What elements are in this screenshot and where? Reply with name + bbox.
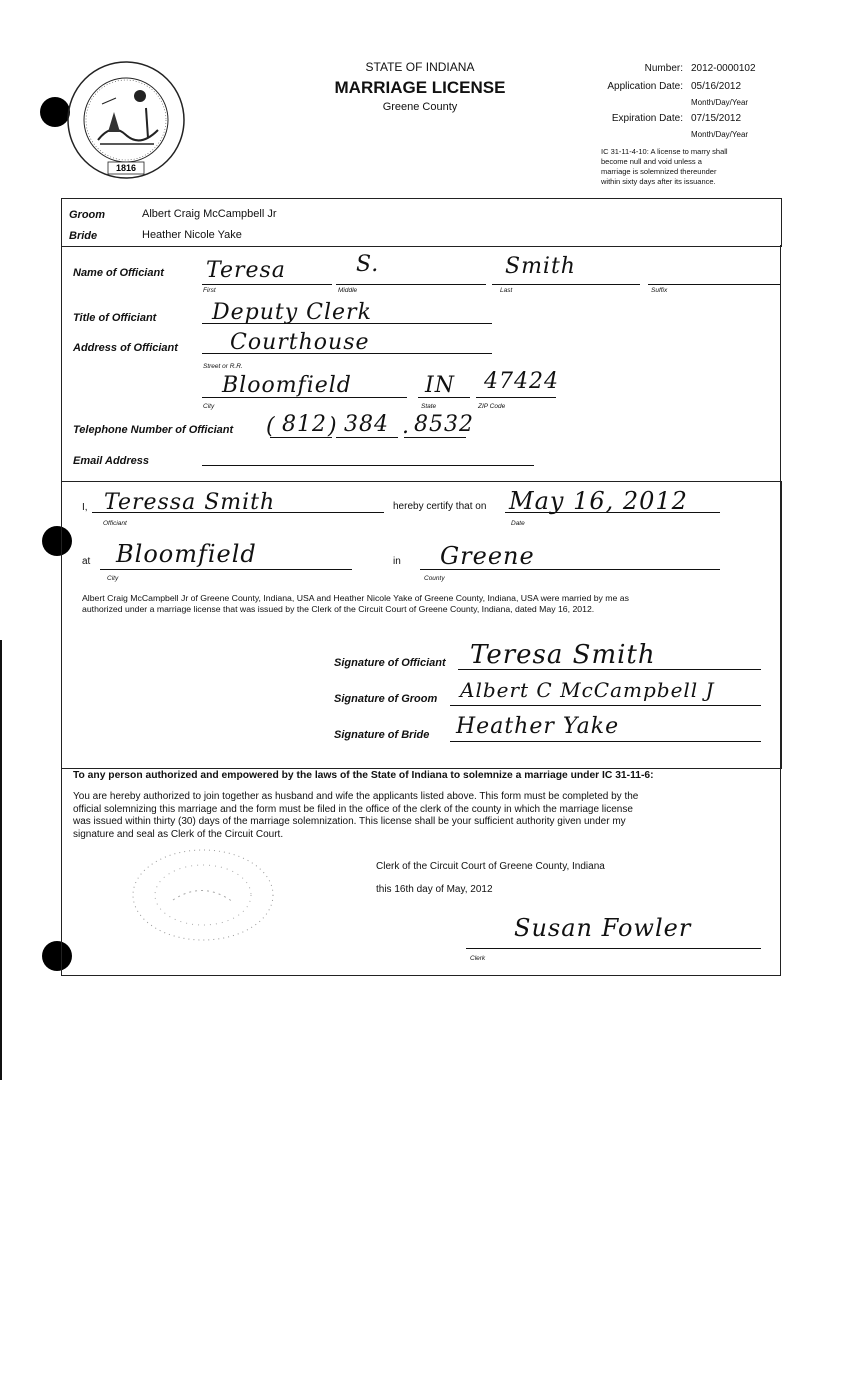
- officiant-middle-name: S.: [356, 252, 380, 277]
- suffix-line: [648, 284, 780, 285]
- scan-edge-mark: [0, 640, 2, 1080]
- phone-area: 812: [282, 412, 327, 437]
- officiant-city: Bloomfield: [222, 373, 352, 398]
- clerk-caption: Clerk: [470, 955, 486, 962]
- officiant-street: Courthouse: [230, 330, 370, 355]
- officiant-last-name: Smith: [505, 254, 576, 279]
- seal-year: 1816: [115, 163, 137, 173]
- phone-close-paren: ): [328, 414, 338, 439]
- certificate-box: [61, 481, 782, 769]
- application-date-label: Application Date:: [607, 81, 683, 92]
- number-label: Number:: [644, 63, 683, 74]
- last-name-line: [492, 284, 640, 285]
- sig-bride-line: [450, 741, 761, 742]
- phone-prefix-line: [336, 437, 398, 438]
- clerk-seal-faint: [118, 840, 288, 950]
- clerk-title: Clerk of the Circuit Court of Greene County, Indiana: [376, 861, 605, 872]
- certificate-officiant-caption: Officiant: [103, 520, 127, 527]
- officiant-title-label: Title of Officiant: [73, 312, 157, 324]
- certificate-officiant: Teressa Smith: [104, 490, 276, 515]
- bride-name: Heather Nicole Yake: [142, 229, 242, 241]
- phone-open-paren: (: [266, 414, 276, 439]
- state-line: [418, 397, 470, 398]
- phone-dot: .: [402, 414, 410, 439]
- clerk-signature-line: [466, 948, 761, 949]
- header-county: Greene County: [382, 101, 458, 113]
- phone-label: Telephone Number of Officiant: [73, 424, 234, 436]
- statute-note: IC 31-11-4-10: A license to marry shall become null and void unless a marriage is solemnized thereunder within sixty days after its issuance.: [601, 147, 728, 186]
- sig-bride-label: Signature of Bride: [334, 729, 430, 741]
- officiant-name-label: Name of Officiant: [73, 267, 164, 279]
- officiant-title: Deputy Clerk: [212, 300, 372, 325]
- zip-caption: ZIP Code: [478, 403, 506, 410]
- marriage-date: May 16, 2012: [509, 487, 688, 515]
- officiant-address-label: Address of Officiant: [73, 342, 178, 354]
- marriage-county-caption: County: [424, 575, 445, 582]
- at-label: at: [82, 556, 91, 567]
- in-label: in: [393, 556, 401, 567]
- form-frame-bottom: [61, 975, 781, 976]
- sig-groom-label: Signature of Groom: [334, 693, 438, 705]
- marriage-city-caption: City: [107, 575, 119, 582]
- expiration-date: 07/15/2012: [691, 113, 742, 124]
- title-line: [202, 323, 492, 324]
- state-caption: State: [421, 403, 437, 410]
- city-line: [202, 397, 407, 398]
- certify-text: hereby certify that on: [393, 501, 487, 512]
- phone-prefix: 384: [344, 412, 389, 437]
- expiration-date-label: Expiration Date:: [611, 113, 683, 124]
- i-label: I,: [82, 502, 88, 513]
- sig-groom: Albert C McCampbell J: [460, 678, 715, 702]
- city-caption: City: [203, 403, 215, 410]
- marriage-county-line: [420, 569, 720, 570]
- marriage-city-line: [100, 569, 352, 570]
- phone-area-line: [270, 437, 332, 438]
- marriage-county: Greene: [440, 542, 535, 570]
- marriage-statement: Albert Craig McCampbell Jr of Greene County, Indiana, USA and Heather Nicole Yake of Greene County, Indiana, USA were married by me as authorized under a marriage license that was issued by the Clerk of the Circuit Court of Greene County, Indiana, dated May 16, 2012.: [82, 593, 629, 614]
- officiant-first-name: Teresa: [206, 258, 286, 283]
- clerk-signature: Susan Fowler: [514, 914, 692, 942]
- issued-text: this 16th day of May, 2012: [376, 884, 493, 895]
- expiration-date-format: Month/Day/Year: [691, 130, 749, 139]
- phone-number-line: [404, 437, 466, 438]
- sig-officiant-label: Signature of Officiant: [334, 657, 446, 669]
- middle-name-line: [336, 284, 486, 285]
- first-name-line: [202, 284, 332, 285]
- suffix-caption: Suffix: [651, 287, 668, 294]
- first-caption: First: [203, 287, 216, 294]
- sig-officiant-line: [458, 669, 761, 670]
- sig-bride: Heather Yake: [456, 714, 620, 739]
- page-title: MARRIAGE LICENSE: [334, 78, 506, 97]
- application-date-format: Month/Day/Year: [691, 98, 749, 107]
- punch-hole-bottom: [42, 941, 72, 971]
- header-state: STATE OF INDIANA: [365, 60, 475, 74]
- groom-label: Groom: [69, 209, 106, 221]
- marriage-city: Bloomfield: [116, 540, 257, 568]
- last-caption: Last: [500, 287, 513, 294]
- marriage-date-caption: Date: [511, 520, 525, 527]
- email-line: [202, 465, 534, 466]
- license-number: 2012-0000102: [691, 63, 756, 74]
- street-line: [202, 353, 492, 354]
- groom-name: Albert Craig McCampbell Jr: [142, 208, 277, 220]
- sig-groom-line: [450, 705, 761, 706]
- authorization-body: You are hereby authorized to join together as husband and wife the applicants listed above. This form must be completed by the official solemnizing this marriage and the form must be filed in the office of the clerk of the county in which the marriage license was issued within thirty (30) days of the marriage solemnization. This license shall be your sufficient authority given under my signature and seal as Clerk of the Circuit Court.: [73, 791, 639, 840]
- certificate-officiant-line: [92, 512, 384, 513]
- phone-line: 8532: [414, 412, 474, 437]
- authorization-heading: To any person authorized and empowered by the laws of the State of Indiana to solemnize a marriage under IC 31-11-6:: [73, 770, 654, 781]
- bride-label: Bride: [69, 230, 98, 242]
- state-seal: [62, 60, 190, 182]
- application-date: 05/16/2012: [691, 81, 742, 92]
- officiant-state: IN: [425, 373, 455, 398]
- marriage-date-line: [505, 512, 720, 513]
- middle-caption: Middle: [338, 287, 358, 294]
- sig-officiant: Teresa Smith: [470, 640, 656, 670]
- officiant-zip: 47424: [484, 369, 559, 394]
- street-caption: Street or R.R.: [203, 363, 243, 370]
- zip-line: [476, 397, 556, 398]
- email-label: Email Address: [73, 455, 150, 467]
